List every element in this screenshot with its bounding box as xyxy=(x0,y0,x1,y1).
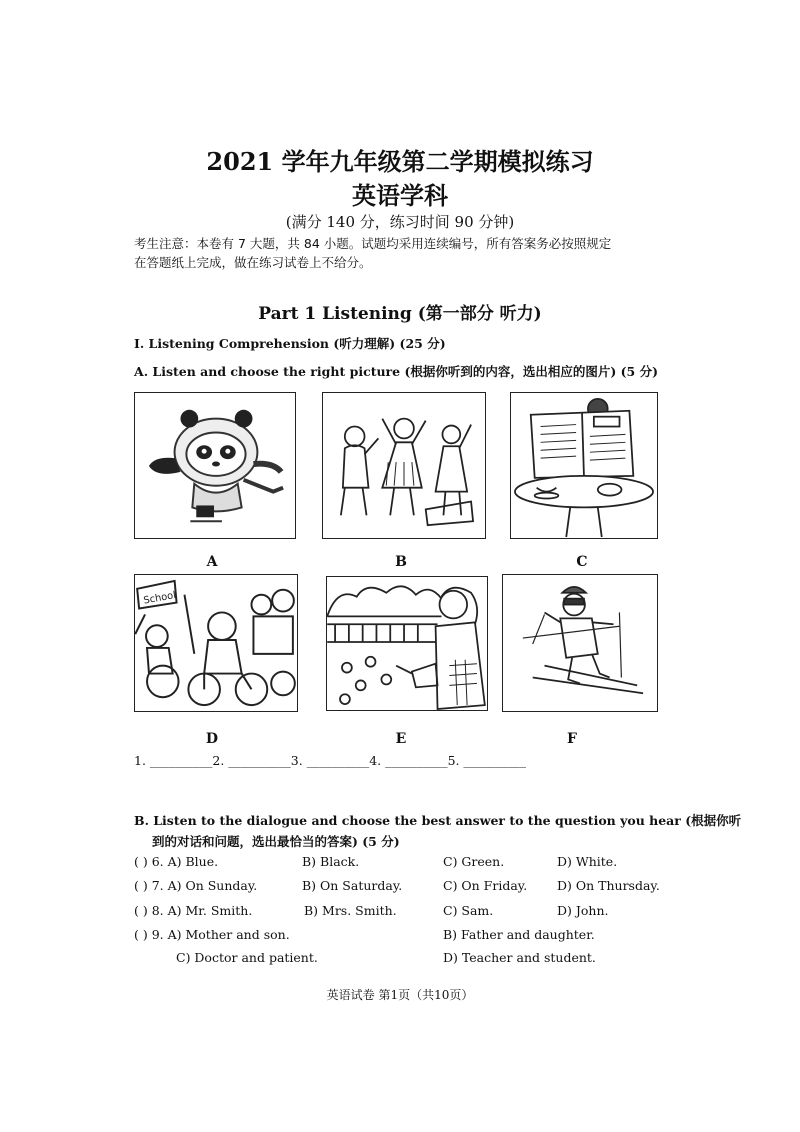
exam-note-line-2: 在答题纸上完成，做在练习试卷上不给分。 xyxy=(134,255,372,270)
exam-meta: (满分 140 分，练习时间 90 分钟) xyxy=(285,213,515,231)
question-8-option-c: C) Sam. xyxy=(443,903,494,918)
section-i-title: I. Listening Comprehension (听力理解) (25 分) xyxy=(134,336,446,351)
question-6-option-c: C) Green. xyxy=(443,854,505,869)
panda-mascot-skating-icon xyxy=(135,393,295,538)
question-6-option-b: B) Black. xyxy=(302,854,360,869)
question-8-option-d: D) John. xyxy=(557,903,609,918)
page-footer: 英语试卷 第1页（共10页） xyxy=(326,988,474,1002)
question-8-option-a: ( ) 8. A) Mr. Smith. xyxy=(134,903,253,918)
picture-b xyxy=(322,392,486,539)
picture-e xyxy=(326,576,488,711)
picture-f xyxy=(502,574,658,712)
section-b-title-line-1: B. Listen to the dialogue and choose the best answer to the question you hear (根据你听 xyxy=(134,813,742,828)
school-sign-text: School xyxy=(142,590,177,607)
children-cycling-to-school-icon xyxy=(135,575,297,711)
picture-label-f: F xyxy=(567,731,577,747)
picture-label-b: B xyxy=(395,554,407,570)
picture-d xyxy=(134,574,298,712)
section-b-title-line-2: 到的对话和问题，选出最恰当的答案) (5 分) xyxy=(152,834,400,849)
exam-note-line-1: 考生注意：本卷有 7 大题，共 84 小题。试题均采用连续编号，所有答案务必按照规定 xyxy=(134,236,612,251)
man-reading-newspaper-icon xyxy=(511,393,657,538)
question-9-option-b: B) Father and daughter. xyxy=(443,927,595,942)
question-8-option-b: B) Mrs. Smith. xyxy=(304,903,397,918)
subject-title: 英语学科 xyxy=(352,181,448,210)
picture-label-c: C xyxy=(576,554,588,570)
question-6-option-d: D) White. xyxy=(557,854,618,869)
question-7-option-c: C) On Friday. xyxy=(443,878,528,893)
part-title: Part 1 Listening (第一部分 听力) xyxy=(258,304,542,324)
question-7-option-d: D) On Thursday. xyxy=(557,878,660,893)
question-9-option-a: ( ) 9. A) Mother and son. xyxy=(134,927,290,942)
section-a-title: A. Listen and choose the right picture (根据你听到的内容，选出相应的图片) (5 分) xyxy=(134,364,659,379)
question-7-option-a: ( ) 7. A) On Sunday. xyxy=(134,878,258,893)
question-9-option-d: D) Teacher and student. xyxy=(443,950,596,965)
person-skiing-icon xyxy=(503,575,657,711)
people-dancing-icon xyxy=(323,393,485,538)
question-9-option-c: C) Doctor and patient. xyxy=(176,950,318,965)
picture-label-a: A xyxy=(206,554,218,570)
picture-label-e: E xyxy=(395,731,407,747)
question-7-option-b: B) On Saturday. xyxy=(302,878,403,893)
picture-label-d: D xyxy=(205,731,219,747)
picture-c xyxy=(510,392,658,539)
girl-watering-garden-icon xyxy=(327,577,487,710)
answer-blanks-line: 1. __________2. __________3. __________4. __________5. __________ xyxy=(134,753,526,768)
exam-title: 2021 学年九年级第二学期模拟练习 xyxy=(206,147,594,176)
picture-a xyxy=(134,392,296,539)
question-6-option-a: ( ) 6. A) Blue. xyxy=(134,854,219,869)
